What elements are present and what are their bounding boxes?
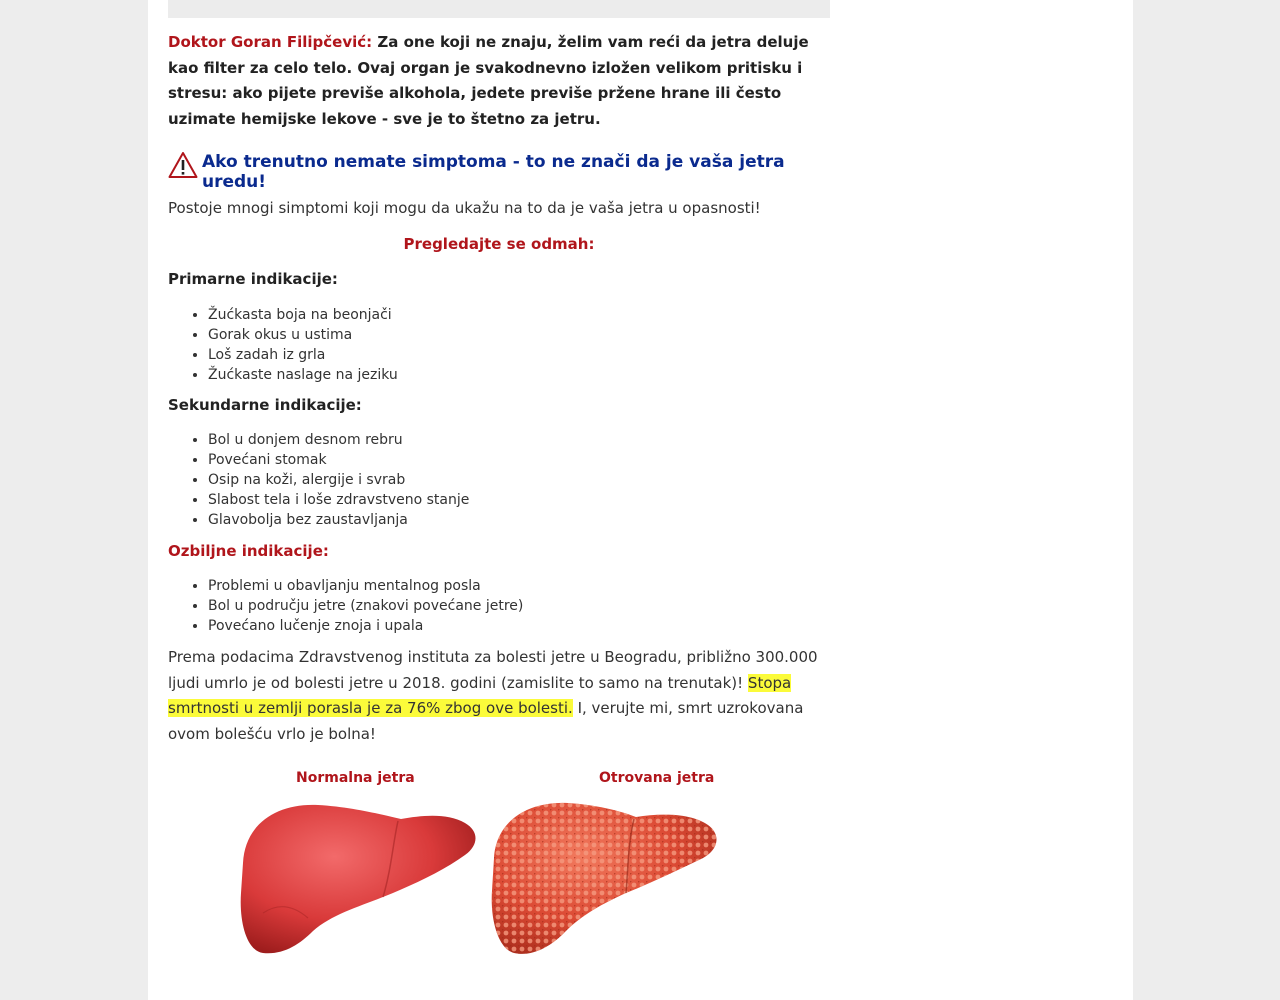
list-item: • Osip na koži, alergije i svrab <box>208 470 469 490</box>
poisoned-liver-image <box>486 793 726 958</box>
warning-triangle-icon <box>168 151 198 179</box>
serious-indications-list <box>188 576 523 636</box>
list-item: • Glavobolja bez zaustavljanja <box>208 510 469 530</box>
stats-highlight: Stopa smrtnosti u zemlji porasla je za 76% zbog ove bolesti. <box>168 673 792 717</box>
checkup-callout: Pregledajte se odmah: <box>403 235 595 253</box>
list-item: • Žućkaste naslage na jeziku <box>208 365 398 385</box>
list-item: • Bol u donjem desnom rebru <box>208 430 469 450</box>
list-item: • Gorak okus u ustima <box>208 325 398 345</box>
stats-text-before: Prema podacima Zdravstvenog instituta za bolesti jetre u Beogradu, približno 300.000 ljudi umrlo je od bolesti jetre u 2018. godini (zamislite to samo na trenutak)! <box>168 648 818 692</box>
secondary-indications-list <box>188 430 469 530</box>
list-item: • Problemi u obavljanju mentalnog posla <box>208 576 523 596</box>
doctor-text: Za one koji ne znaju, želim vam reći da jetra deluje kao filter za celo telo. Ovaj organ je svakodnevno izložen velikom pritisku i stresu: ako pijete previše alkohola, jedete previše pržene hrane ili često uzimate hemijske lekove - sve je to štetno za jetru. <box>168 33 809 128</box>
liver-comparison-figure <box>233 765 733 965</box>
stats-text-after: I, verujte mi, smrt uzrokovana ovom bolešću vrlo je bolna! <box>168 699 804 743</box>
warning-text: Ako trenutno nemate simptoma - to ne znači da je vaša jetra uredu! <box>202 152 785 192</box>
normal-liver-image <box>233 793 483 958</box>
doctor-name: Doktor Goran Filipčević: <box>168 33 373 51</box>
page-container <box>148 0 1133 1000</box>
serious-indications-heading: Ozbiljne indikacije: <box>168 542 329 560</box>
primary-indications-heading: Primarne indikacije: <box>168 270 338 288</box>
list-item: • Bol u području jetre (znakovi povećane jetre) <box>208 596 523 616</box>
primary-indications-list <box>188 305 398 385</box>
list-item: • Povećano lučenje znoja i upala <box>208 616 523 636</box>
list-item: • Žućkasta boja na beonjači <box>208 305 398 325</box>
normal-liver-label: Normalna jetra <box>296 770 415 786</box>
list-item: • Povećani stomak <box>208 450 469 470</box>
warning-callout <box>168 150 830 192</box>
statistics-paragraph <box>168 645 830 747</box>
list-item: • Slabost tela i loše zdravstveno stanje <box>208 490 469 510</box>
show-photos-bar[interactable] <box>168 0 830 18</box>
doctor-paragraph <box>168 30 830 132</box>
symptoms-intro: Postoje mnogi simptomi koji mogu da ukažu na to da je vaša jetra u opasnosti! <box>168 199 761 217</box>
secondary-indications-heading: Sekundarne indikacije: <box>168 396 362 414</box>
poisoned-liver-label: Otrovana jetra <box>599 770 715 786</box>
list-item: • Loš zadah iz grla <box>208 345 398 365</box>
